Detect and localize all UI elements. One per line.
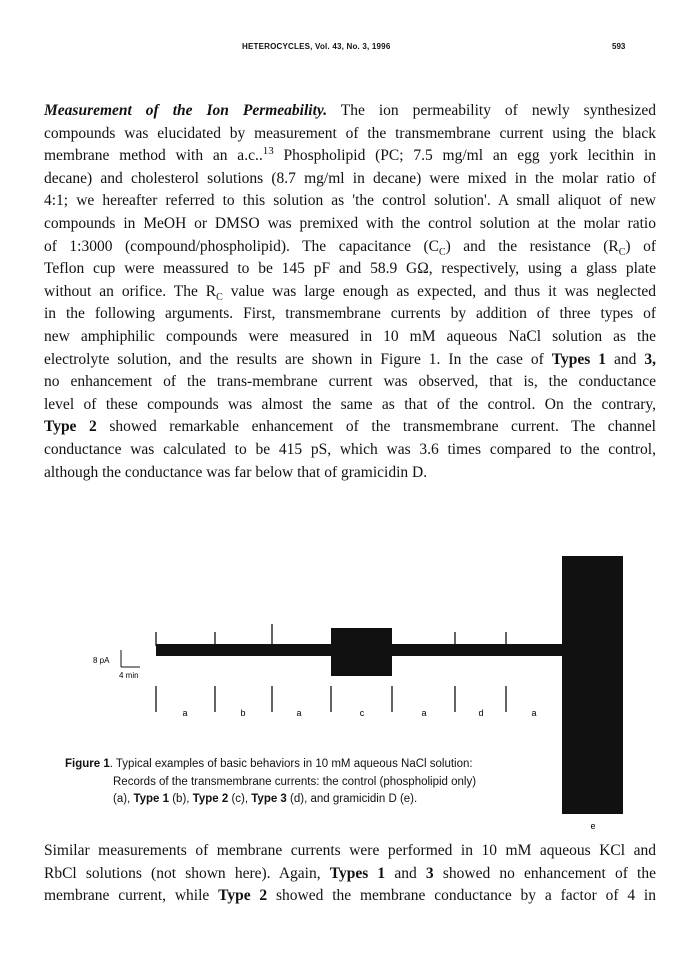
text-span: showed no enhancement of the — [433, 864, 656, 882]
caption-line — [65, 758, 473, 770]
text-line: compounds in MeOH or DMSO was premixed with the control solution at the molar ratio — [44, 214, 656, 232]
text-span: ) of — [625, 237, 656, 255]
segment-label: a — [296, 708, 302, 718]
trace-baseline — [156, 644, 562, 656]
text-line — [44, 236, 656, 259]
text-span: electrolyte solution, and the results are shown in Figure 1. In the case of — [44, 350, 552, 368]
text-span: Phospholipid (PC; 7.5 mg/ml an egg york lecithin in — [273, 147, 657, 165]
subscript: C — [438, 246, 446, 258]
caption-bold: Type 3 — [251, 793, 287, 805]
text-line: Similar measurements of membrane currents were performed in 10 mM aqueous KCl and — [44, 842, 656, 859]
bold-term: Types 1 — [329, 864, 386, 882]
trace-block-c — [331, 628, 392, 676]
caption-text: (c), — [228, 793, 252, 805]
caption-text: (a), — [113, 793, 134, 805]
text-span: RbCl solutions (not shown here). Again, — [44, 864, 330, 882]
scale-current-label: 8 pA — [93, 656, 110, 665]
text-line: compounds was elucidated by measurement of the transmembrane current using the black — [44, 124, 656, 142]
scale-time-label: 4 min — [119, 671, 139, 680]
bold-term: 3 — [425, 864, 434, 882]
text-span: The ion permeability of newly synthesized — [327, 102, 656, 119]
text-span: of 1:3000 (compound/phospholipid). The capacitance (C — [44, 237, 439, 255]
text-line — [44, 416, 656, 439]
text-line — [44, 100, 656, 123]
text-line: although the conductance was far below that of gramicidin D. — [44, 463, 428, 481]
text-line: no enhancement of the trans-membrane current was observed, that is, the conductance — [44, 373, 656, 391]
journal-citation: HETEROCYCLES, Vol. 43, No. 3, 1996 — [242, 42, 391, 51]
text-line: Teflon cup were meassured to be 145 pF and 58.9 GΩ, respectively, using a glass plate — [44, 260, 656, 278]
text-span: membrane current, while — [44, 887, 219, 905]
section-heading: Measurement of the Ion Permeability. — [44, 102, 328, 119]
subscript: C — [618, 246, 626, 258]
caption-label: Figure 1 — [65, 758, 110, 770]
text-line — [44, 281, 656, 304]
text-span: showed the membrane conductance by a factor of 4 in — [267, 887, 656, 905]
text-line — [44, 885, 656, 908]
segment-label: d — [478, 708, 484, 718]
caption-line — [65, 791, 575, 809]
segment-label: a — [182, 708, 188, 718]
text-line: conductance was calculated to be 415 pS, which was 3.6 times compared to the control, — [44, 440, 656, 458]
bold-term: Type 2 — [218, 887, 268, 905]
body-paragraph-2 — [44, 840, 656, 908]
bold-term: Type 2 — [44, 418, 97, 436]
segment-label: b — [240, 708, 246, 718]
caption-text: (b), — [169, 793, 193, 805]
segment-label: a — [531, 708, 537, 718]
running-header — [0, 42, 695, 58]
text-span: without an orifice. The R — [44, 282, 217, 300]
text-span: showed remarkable enhancement of the transmembrane current. The channel — [96, 418, 656, 436]
text-line: in the following arguments. First, transmembrane currents by addition of three types of — [44, 305, 656, 323]
caption-bold: Type 2 — [192, 793, 229, 805]
subscript: C — [216, 291, 223, 303]
page-number: 593 — [612, 42, 626, 51]
bold-term: 3, — [644, 350, 656, 368]
figure-1-caption — [65, 756, 575, 809]
body-paragraph-1 — [44, 100, 656, 484]
reference-superscript: 13 — [262, 145, 274, 158]
text-line: new amphiphilic compounds were measured in 10 mM aqueous NaCl solution as the — [44, 327, 656, 345]
text-span: membrane method with an a.c.. — [44, 147, 263, 165]
text-line — [44, 863, 656, 886]
text-span: and — [385, 864, 426, 882]
text-span: value was large enough as expected, and thus it was neglected — [222, 282, 656, 300]
caption-text: (d), and gramicidin D (e). — [286, 793, 418, 805]
caption-line: Records of the transmembrane currents: the control (phospholipid only) — [113, 775, 477, 788]
text-span: ) and the resistance (R — [445, 237, 619, 255]
segment-label-e: e — [590, 821, 596, 831]
bold-term: Types 1 — [551, 350, 607, 368]
text-line: decane) and cholesterol solutions (8.7 mg/ml in decane) were mixed in the molar ratio of — [44, 169, 656, 187]
text-line: level of these compounds was almost the same as that of the control. On the contrary, — [44, 395, 656, 413]
text-line — [44, 145, 656, 168]
segment-label: a — [421, 708, 427, 718]
segment-label: c — [359, 708, 365, 718]
caption-bold: Type 1 — [133, 793, 170, 805]
text-line — [44, 349, 656, 372]
text-line: 4:1; we hereafter referred to this solution as 'the control solution'. A small aliquot of new — [44, 192, 656, 210]
text-span: and — [606, 350, 645, 368]
caption-text: . Typical examples of basic behaviors in 10 mM aqueous NaCl solution: — [109, 758, 473, 770]
